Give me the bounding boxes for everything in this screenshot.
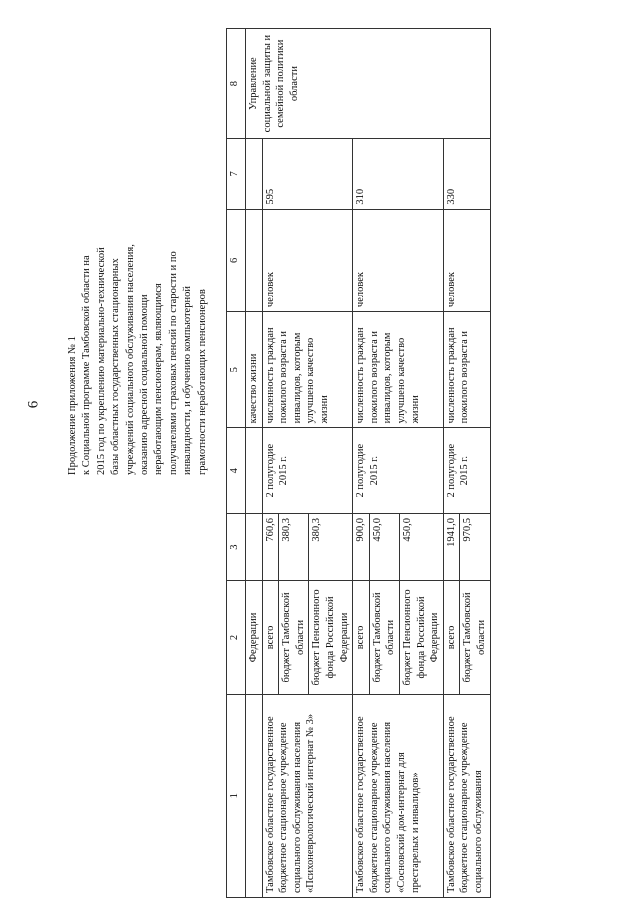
indicator-cell: численность граждан пожилого возраста и инвалидов, которым улучшено качество жизни [262,312,353,428]
institution-cell [246,694,263,897]
header-line: учреждений социального обслуживания населения, [124,244,136,475]
column-number-row [227,29,246,898]
table-row [262,29,279,898]
institution-cell: Тамбовское областное государственное бюджетное стационарное учреждение социального обслуживания населения «Психоневрологический интернат № 3» [262,694,353,897]
source-cell: всего [353,581,370,694]
executor-cell: Управление социальной защиты и семейной политики области [246,29,491,139]
value-cell: 330 [443,139,490,209]
amount-cell: 450,0 [369,514,399,581]
column-number: 3 [227,514,246,581]
indicator-cell: численность граждан пожилого возраста и [443,312,490,428]
value-cell: 595 [262,139,353,209]
source-cell: бюджет Тамбовской области [369,581,399,694]
value-cell: 310 [353,139,444,209]
amount-cell: 450,0 [399,514,443,581]
header-line: 2015 год по укреплению материально-технической [95,247,107,475]
column-number: 1 [227,694,246,897]
source-cell: бюджет Пенсионного фонда Российской Федерации [309,581,353,694]
column-number: 4 [227,428,246,514]
header-line: получателями страховых пенсий по старости и по [167,251,179,475]
table-row [443,29,460,898]
indicator-cell: качество жизни [246,312,263,428]
source-cell: бюджет Тамбовской области [279,581,309,694]
amount-cell: 760,6 [262,514,279,581]
period-cell: 2 полугодие 2015 г. [353,428,444,514]
amount-cell: 970,5 [460,514,490,581]
amount-cell: 380,3 [309,514,353,581]
header-line: неработающим пенсионерам, являющимся [153,283,165,475]
institution-cell: Тамбовское областное государственное бюджетное стационарное учреждение социального обслуживания населения «Сосновский дом-интернат для престарелых и инвалидов» [353,694,444,897]
header-line: к Социальной программе Тамбовской области на [81,255,93,475]
column-number: 7 [227,139,246,209]
unit-cell: человек [262,209,353,312]
program-table [226,28,491,898]
column-number: 5 [227,312,246,428]
period-cell: 2 полугодие 2015 г. [262,428,353,514]
header-line: грамотности неработающих пенсионеров [196,289,208,475]
source-cell: бюджет Тамбовской области [460,581,490,694]
table-row [246,29,263,898]
source-cell: бюджет Пенсионного фонда Российской Федерации [399,581,443,694]
header-line: инвалидности, и обучению компьютерной [182,286,194,475]
appendix-header [66,15,210,475]
institution-cell: Тамбовское областное государственное бюджетное стационарное учреждение социального обслуживания [443,694,490,897]
column-number: 2 [227,581,246,694]
header-line: оказанию адресной социальной помощи [139,294,151,475]
unit-cell [246,209,263,312]
amount-cell: 1941,0 [443,514,460,581]
period-cell: 2 полугодие 2015 г. [443,428,490,514]
header-line: базы областных государственных стационарных [110,258,122,475]
page-number: 6 [25,400,42,409]
indicator-cell: численность граждан пожилого возраста и инвалидов, которым улучшено качество жизни [353,312,444,428]
header-line: Продолжение приложения № 1 [67,336,78,475]
unit-cell: человек [353,209,444,312]
amount-cell [246,514,263,581]
value-cell [246,139,263,209]
table-row [353,29,370,898]
source-cell: Федерации [246,581,263,694]
unit-cell: человек [443,209,490,312]
column-number: 8 [227,29,246,139]
period-cell [246,428,263,514]
column-number: 6 [227,209,246,312]
source-cell: всего [443,581,460,694]
source-cell: всего [262,581,279,694]
amount-cell: 380,3 [279,514,309,581]
amount-cell: 900,0 [353,514,370,581]
